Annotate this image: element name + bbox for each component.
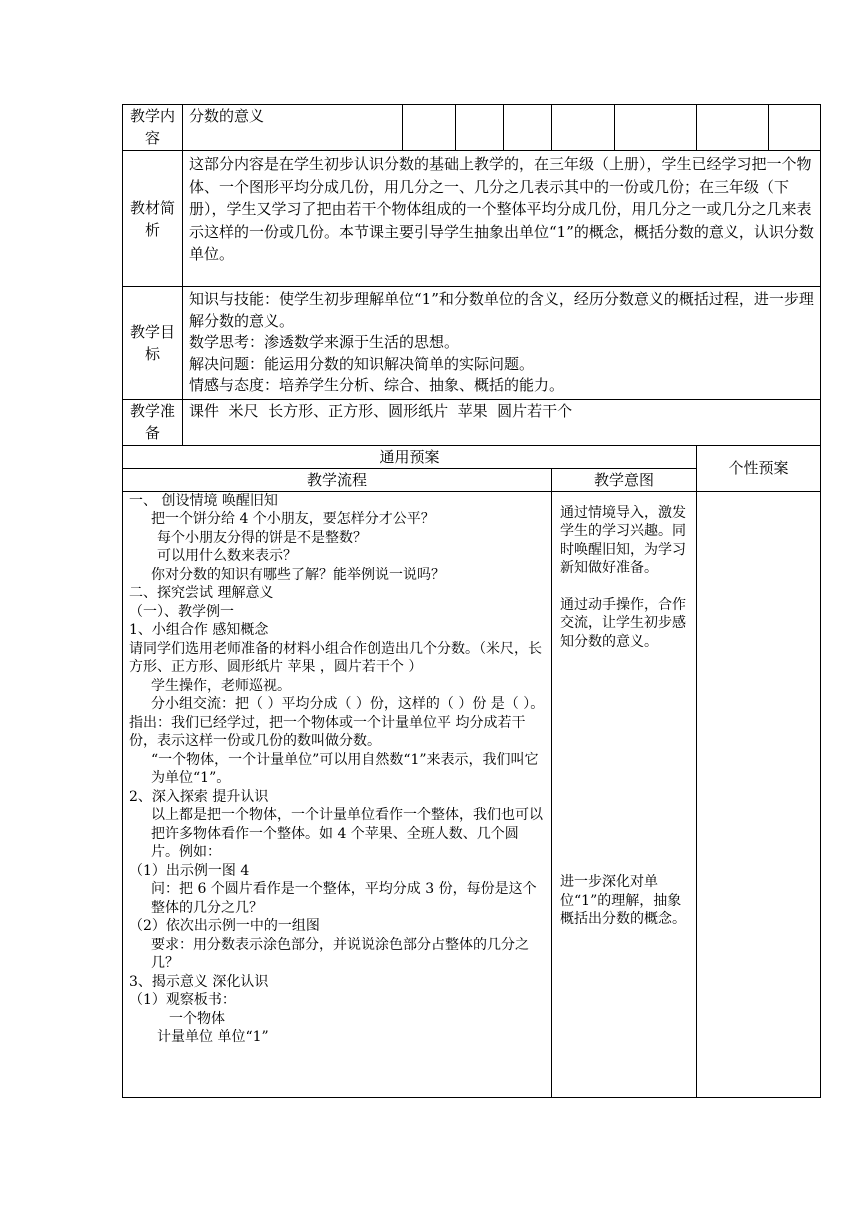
flow-line: 要求：用分数表示涂色部分，并说说涂色部分占整体的几分之几？ [151,936,529,971]
flow-line: 学生操作，老师巡视。 [151,677,291,694]
empty-cell [769,105,821,151]
prep-label-text: 教学准备 [129,402,175,442]
flow-line: “一个物体，一个计量单位”可以用自然数“1”来表示，我们叫它为单位“1”。 [151,751,539,786]
intent-note: 通过情境导入，激发学生的学习兴趣。同时唤醒旧知，为学习新知做好准备。 [560,504,686,576]
intent-header-text: 教学意图 [593,470,654,489]
flow-line: （2）依次出示例一中的一组图 [129,918,320,934]
flow-line: 指出：我们已经学过，把一个物体或一个计量单位平 均分成若干份，表示这样一份或几份的数叫做分数。 [129,714,526,749]
analysis-label-text: 教材简析 [129,198,175,239]
personal-plan-header-text: 个性预案 [728,459,789,477]
empty-cell [615,105,697,151]
flow-header-text: 教学流程 [306,470,367,489]
lesson-plan-table [122,104,821,1098]
intent-note: 进一步深化对单位“1”的理解，抽象概括出分数的概念。 [560,874,686,927]
analysis-cell [183,151,821,287]
empty-cell [697,105,769,151]
goal-thinking: 数学思考：渗透数学来源于生活的思想。 [189,333,460,351]
content-value-text: 分数的意义 [189,107,265,125]
flow-line: 2、深入探索 提升认识 [129,788,269,805]
flow-line: 每个小朋友分得的饼是不是整数？ [157,529,367,546]
flow-line: 3、揭示意义 深化认识 [129,973,269,990]
content-value [183,105,403,151]
analysis-text: 这部分内容是在学生初步认识分数的基础上教学的，在三年级（上册），学生已经学习把一个物体、一个图形平均分成几份，用几分之一、几分之几表示其中的一份或几份；在三年级（下册），学生又学习了把由若干个物体组成的一个整体平均分成几份，用几分之一或几分之几来表示这样的一份或几份。本节课主要引导学生抽象出单位“1”的概念，概括分数的意义，认识分数单位。 [189,155,814,263]
goals-label [123,287,183,400]
flow-line: 以上都是把一个物体，一个计量单位看作一个整体，我们也可以把许多物体看作一个整体。如 4 个苹果、全班人数、几个圆片。例如： [151,807,543,860]
goal-problem-solving: 解决问题：能运用分数的知识解决简单的实际问题。 [189,354,535,373]
intent-header [552,468,697,491]
content-label-text: 教学内容 [129,107,175,147]
flow-line: 你对分数的知识有哪些了解？能举例说一说吗？ [151,566,445,583]
intent-gap [560,651,692,873]
flow-line: 可以用什么数来表示？ [157,548,297,564]
flow-line: （1）出示例一图 4 [129,862,250,879]
flow-header [123,468,552,491]
intent-note: 通过动手操作，合作交流，让学生初步感知分数的意义。 [560,596,686,650]
personal-plan-header [697,445,821,491]
analysis-label [123,151,183,287]
flow-line: 请同学们选用老师准备的材料小组合作创造出几个分数。（米尺，长方形、正方形、圆形纸片 苹果 ，圆片若干个 ） [129,640,542,675]
goals-cell [183,287,821,400]
intent-cell [552,491,697,1097]
goal-knowledge: 知识与技能：使学生初步理解单位“1”和分数单位的含义，经历分数意义的概括过程，进一步理解分数的意义。 [189,290,814,330]
empty-cell [504,105,552,151]
prep-label [123,399,183,445]
lesson-plan-page [122,104,814,1098]
goal-attitude: 情感与态度：培养学生分析、综合、抽象、概括的能力。 [189,376,565,394]
flow-line: 二、探究尝试 理解意义 [129,585,274,601]
intent-gap [560,578,692,596]
empty-cell [552,105,615,151]
flow-line: 分小组交流：把（ ）平均分成（ ）份，这样的（ ）份 是（ ）。 [151,696,545,712]
prep-text: 课件 米尺 长方形、正方形、圆形纸片 苹果 圆片若干个 [189,401,573,420]
goals-label-text: 教学目标 [129,322,175,363]
flow-line: 一个物体 [169,1010,225,1027]
general-plan-header [123,445,697,468]
prep-cell [183,399,821,445]
flow-line: （1）观察板书： [129,992,236,1008]
flow-line: 一、 创设情境 唤醒旧知 [129,492,278,509]
flow-line: 问：把 6 个圆片看作是一个整体，平均分成 3 份，每份是这个整体的几分之几？ [151,881,537,916]
flow-line: 1、小组合作 感知概念 [129,622,269,638]
personal-plan-cell [697,491,821,1097]
general-plan-header-text: 通用预案 [379,447,440,466]
flow-cell [123,491,552,1097]
flow-line: 计量单位 单位“1” [157,1029,269,1045]
flow-line: 把一个饼分给 4 个小朋友，要怎样分才公平？ [151,511,435,527]
content-label [123,105,183,151]
empty-cell [403,105,456,151]
empty-cell [456,105,504,151]
flow-line: （一）、教学例一 [129,603,234,620]
